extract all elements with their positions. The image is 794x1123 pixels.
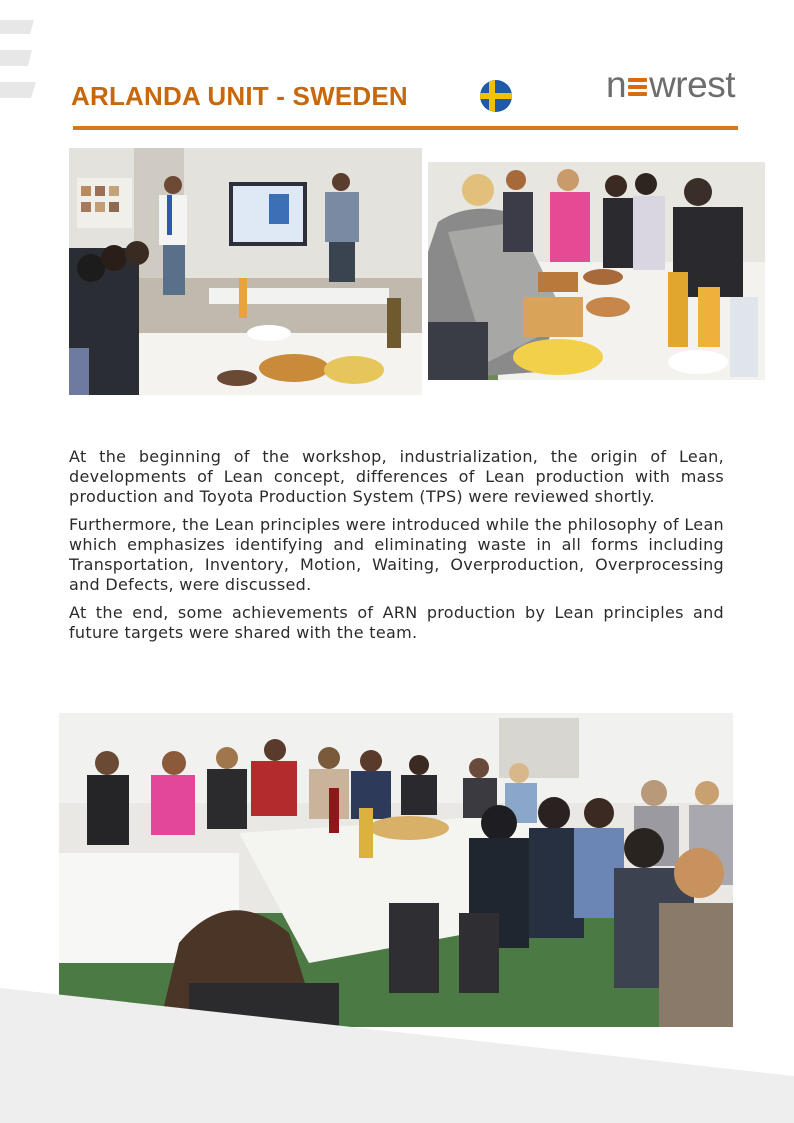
team-meeting-photo (59, 713, 733, 1027)
newrest-logo: n wrest (606, 64, 735, 105)
body-paragraph-2: Furthermore, the Lean principles were introduced while the philosophy of Lean which emphasizes identifying and eliminating waste in all forms including Transportation, Inventory, Motion, Waiting, Overproduction, Overprocessing and Defects, were discussed. (69, 515, 724, 594)
header-divider (73, 126, 738, 130)
decorative-stripes (0, 0, 40, 110)
sweden-flag-icon (479, 79, 513, 113)
page-title: ARLANDA UNIT - SWEDEN (71, 81, 408, 111)
lean-workshop-presentation-photo (69, 148, 422, 395)
body-paragraph-1: At the beginning of the workshop, industrialization, the origin of Lean, developments of Lean concept, differences of Lean production with mass production and Toyota Production System (TPS) were reviewed shortly. (69, 447, 724, 506)
body-paragraph-3: At the end, some achievements of ARN production by Lean principles and future targets were shared with the team. (69, 603, 724, 642)
article-body (69, 447, 724, 651)
decorative-bottom-wave (0, 988, 794, 1123)
logo-e-mark-icon (627, 74, 648, 100)
buffet-table-photo (428, 162, 765, 380)
